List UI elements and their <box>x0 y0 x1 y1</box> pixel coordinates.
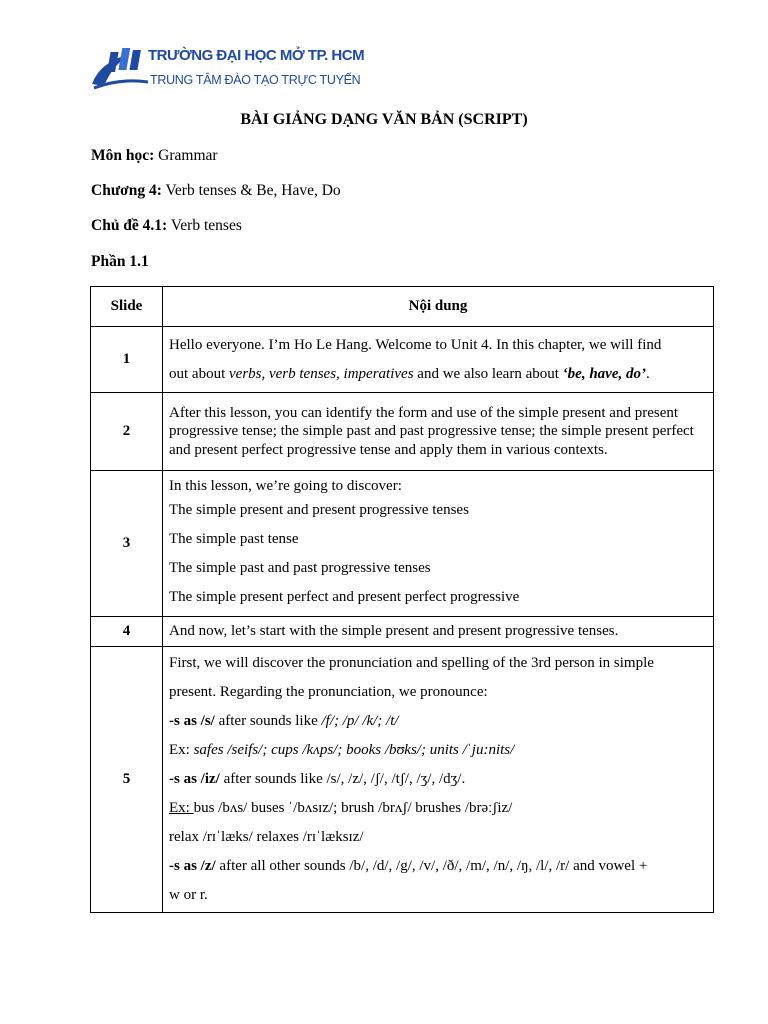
slide-number: 3 <box>91 471 163 617</box>
chapter-value: Verb tenses & Be, Have, Do <box>161 182 341 199</box>
content-line: -s as /s/ after sounds like /f/; /p/ /k/; /t/ <box>169 713 399 729</box>
content-line: out about verbs, verb tenses, imperatives and we also learn about ‘be, have, do’. <box>169 365 650 382</box>
content-line: In this lesson, we’re going to discover: <box>169 477 402 494</box>
logo-university-name: TRƯỜNG ĐẠI HỌC MỞ TP. HCM <box>148 47 365 64</box>
table-header-row <box>91 287 714 327</box>
slide-number: 1 <box>91 327 163 393</box>
subject-label: Môn học: <box>91 147 155 164</box>
table-row <box>91 327 714 393</box>
slide-content: After this lesson, you can identify the form and use of the simple present and present progressive tense; the simple past and past progressive tense; the simple present perfect and present perfect progressive tense and apply them in various contexts. <box>163 393 714 471</box>
content-line: w or r. <box>169 887 208 903</box>
slide-content: And now, let’s start with the simple present and present progressive tenses. <box>163 617 714 647</box>
slide-content <box>163 647 714 913</box>
content-line: Ex: bus /bʌs/ buses ˈ/bʌsɪz/; brush /brʌʃ/ brushes /brəːʃiz/ <box>169 800 513 816</box>
content-line: The simple past and past progressive tenses <box>169 559 431 576</box>
table-row <box>91 393 714 471</box>
part-label: Phần 1.1 <box>91 253 149 270</box>
slide-content <box>163 327 714 393</box>
topic-label: Chủ đề 4.1: <box>91 217 168 234</box>
content-line: -s as /z/ after all other sounds /b/, /d/, /g/, /v/, /ð/, /m/, /n/, /ŋ, /l/, /r/ and vowel + <box>169 858 648 874</box>
chapter-line <box>91 182 341 200</box>
book-swoosh-icon <box>90 44 150 96</box>
slide-content <box>163 471 714 617</box>
slide-number: 2 <box>91 393 163 471</box>
table-row <box>91 617 714 647</box>
topic-line <box>91 217 242 235</box>
content-line: First, we will discover the pronunciation and spelling of the 3rd person in simple <box>169 655 654 671</box>
content-line: Hello everyone. I’m Ho Le Hang. Welcome to Unit 4. In this chapter, we will find <box>169 336 662 353</box>
table-row <box>91 471 714 617</box>
content-line: -s as /iz/ after sounds like /s/, /z/, /ʃ/, /tʃ/, /ʒ/, /dʒ/. <box>169 771 466 787</box>
column-header-content: Nội dung <box>163 287 714 327</box>
content-line: present. Regarding the pronunciation, we pronounce: <box>169 684 488 700</box>
subject-line <box>91 147 218 165</box>
logo-center-name: TRUNG TÂM ĐÀO TẠO TRỰC TUYẾN <box>150 73 361 87</box>
part-line <box>91 253 149 271</box>
content-line: relax /rɪˈlæks/ relaxes /rɪˈlæksɪz/ <box>169 829 364 845</box>
script-table <box>90 286 714 913</box>
topic-value: Verb tenses <box>167 217 242 234</box>
content-line: The simple present and present progressive tenses <box>169 501 469 518</box>
document-title: BÀI GIẢNG DẠNG VĂN BẢN (SCRIPT) <box>240 111 528 128</box>
table-row <box>91 647 714 913</box>
content-line: The simple past tense <box>169 530 299 547</box>
subject-value: Grammar <box>154 147 218 164</box>
slide-number: 4 <box>91 617 163 647</box>
university-logo <box>90 44 365 96</box>
column-header-slide: Slide <box>91 287 163 327</box>
content-line: Ex: safes /seifs/; cups /kʌps/; books /bʊks/; units /ˈju:nits/ <box>169 742 515 758</box>
slide-number: 5 <box>91 647 163 913</box>
chapter-label: Chương 4: <box>91 182 162 199</box>
content-line: The simple present perfect and present perfect progressive <box>169 588 520 605</box>
